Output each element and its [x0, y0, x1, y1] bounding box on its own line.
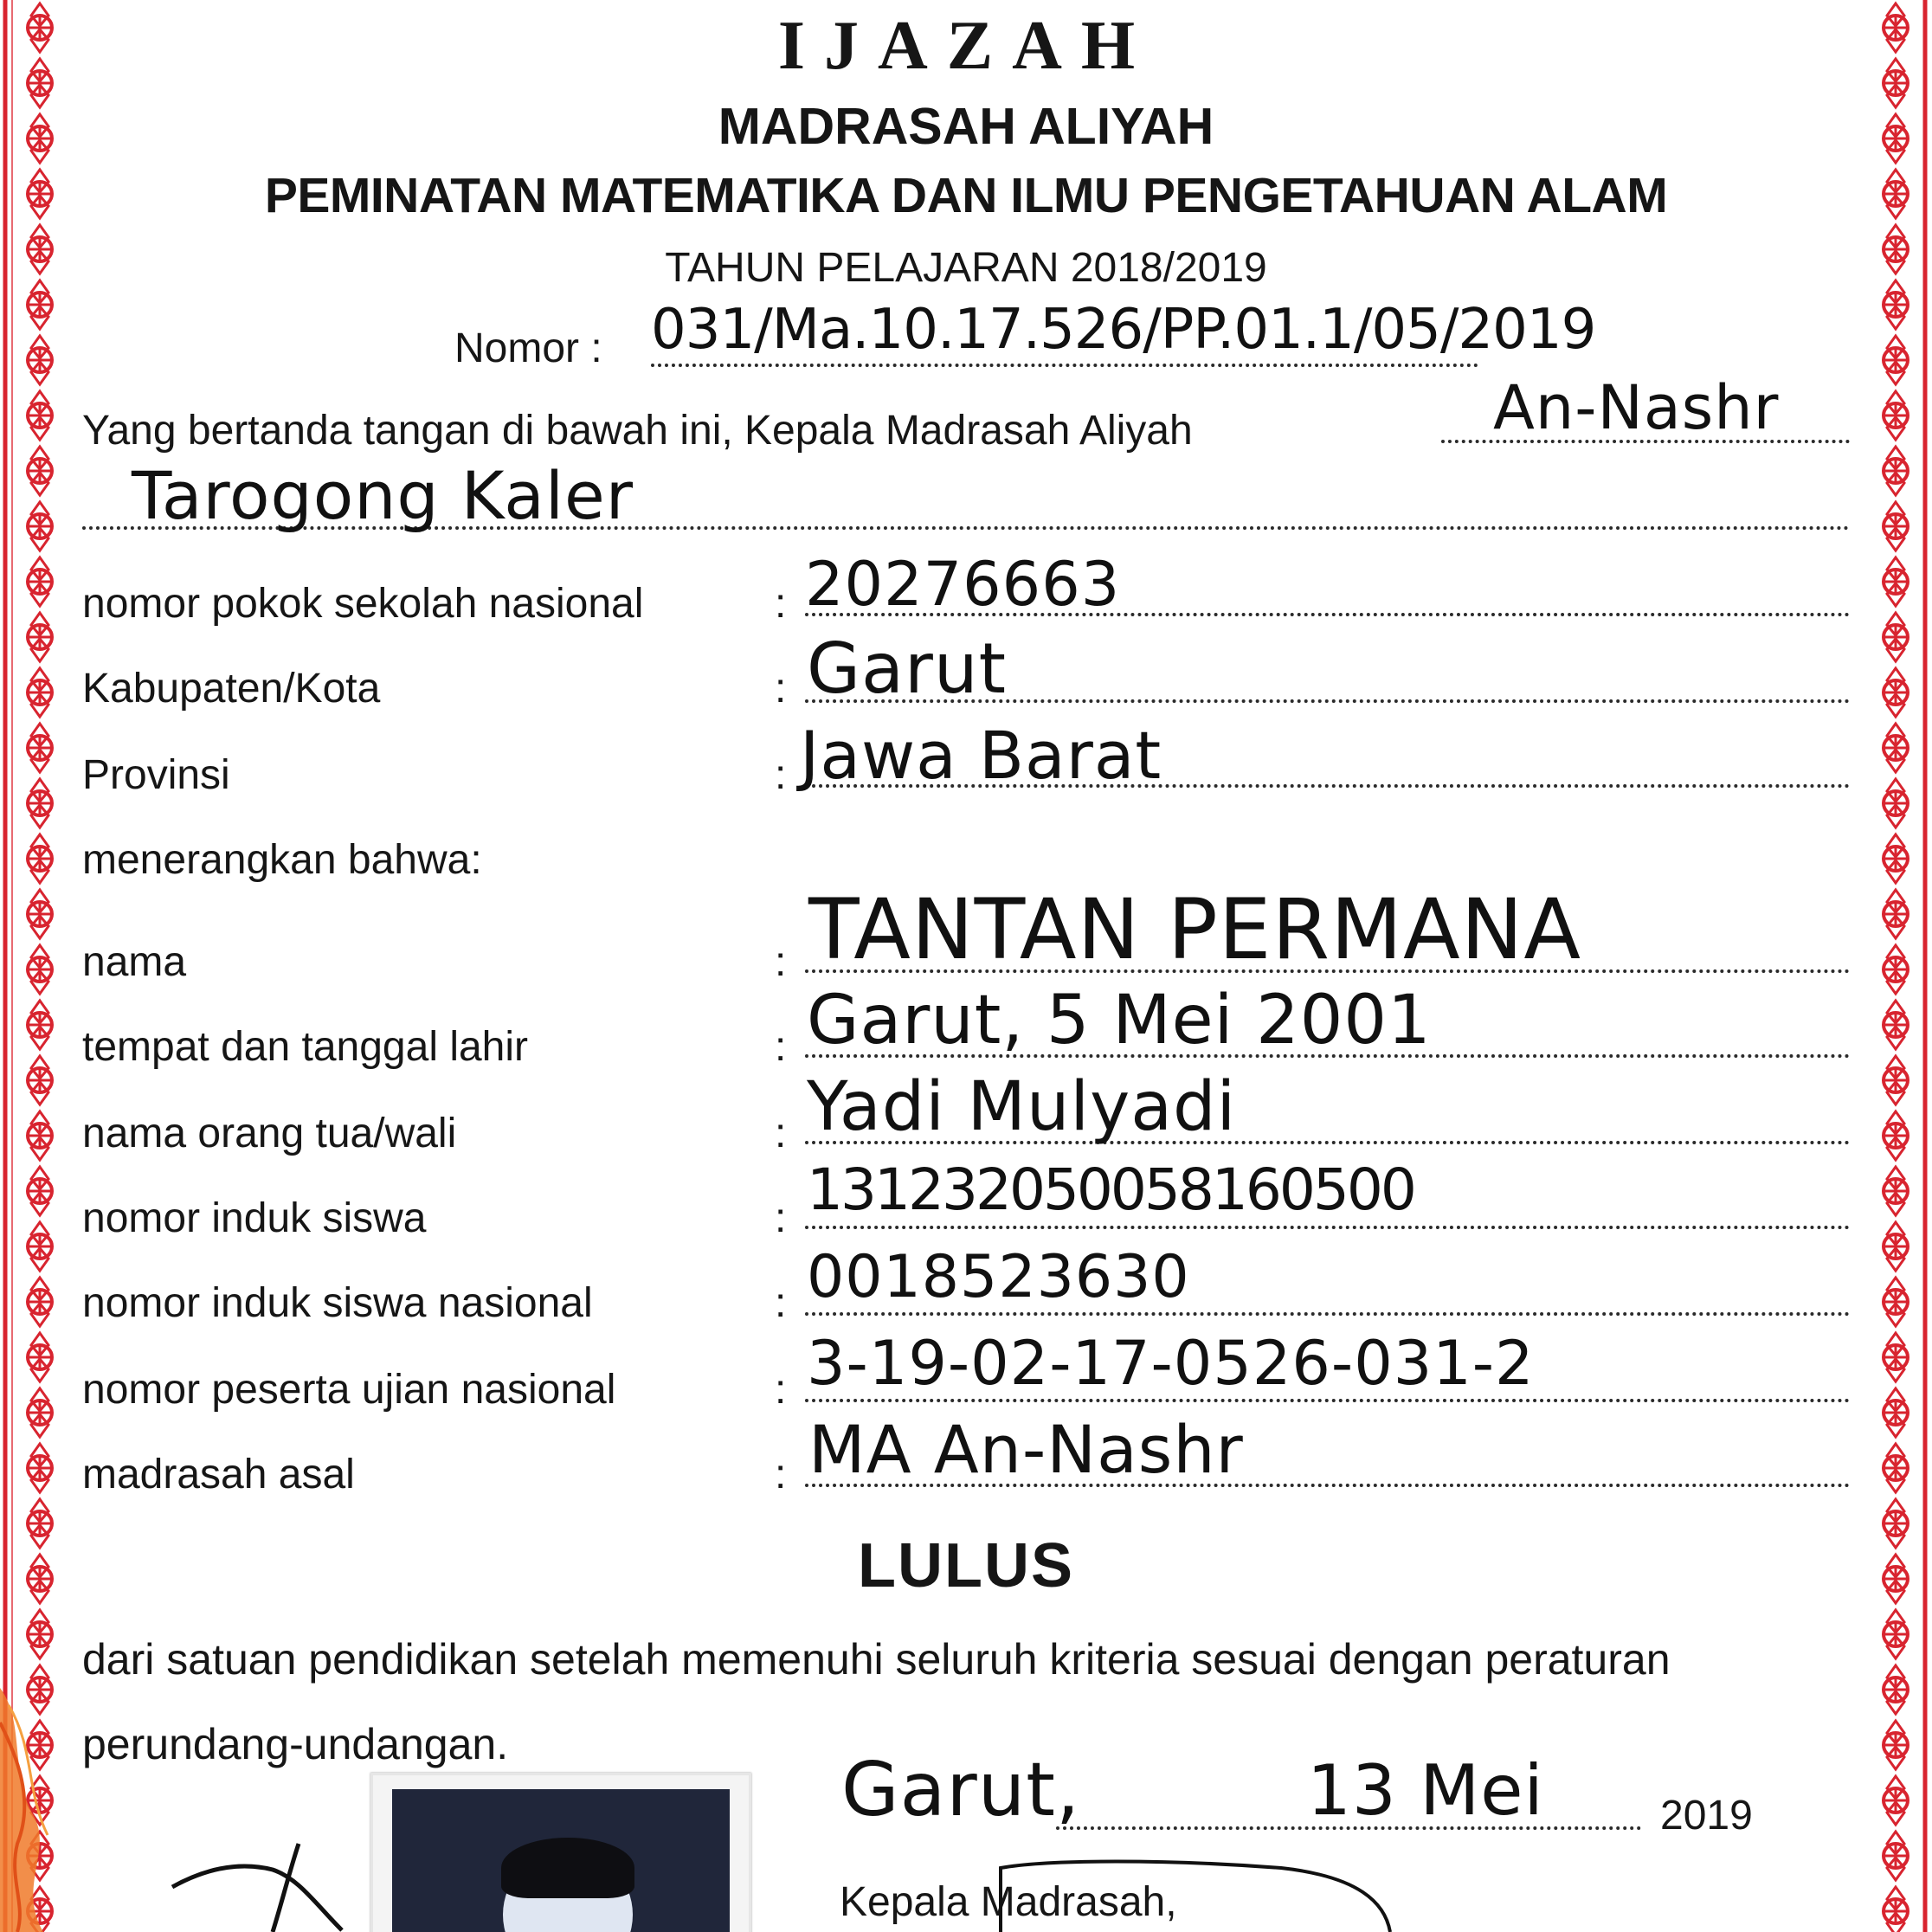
closing-line-2: perundang-undangan.	[82, 1720, 509, 1768]
nisn-value: 0018523630	[807, 1243, 1190, 1311]
dotted-line	[805, 1399, 1850, 1402]
origin-school-value: MA An-Nashr	[808, 1411, 1244, 1488]
province-label: Provinsi	[82, 752, 230, 798]
birth-value: Garut, 5 Mei 2001	[807, 982, 1432, 1059]
regency-label: Kabupaten/Kota	[82, 666, 381, 712]
province-value: Jawa Barat	[800, 717, 1162, 794]
document-title: IJAZAH	[777, 8, 1155, 84]
specialization-title: PEMINATAN MATEMATIKA DAN ILMU PENGETAHUAN ALAM	[264, 168, 1668, 223]
colon: :	[775, 1367, 787, 1413]
npsn-label: nomor pokok sekolah nasional	[82, 581, 644, 627]
stamp-outline	[995, 1859, 1394, 1932]
school-year: TAHUN PELAJARAN 2018/2019	[665, 245, 1267, 291]
institution-type: MADRASAH ALIYAH	[718, 98, 1214, 155]
colon: :	[775, 666, 787, 712]
nisn-label: nomor induk siswa nasional	[82, 1280, 593, 1326]
colon: :	[775, 1452, 787, 1497]
graduation-status: LULUS	[858, 1531, 1074, 1600]
exam-number-value: 3-19-02-17-0526-031-2	[807, 1328, 1535, 1399]
colon: :	[775, 939, 787, 985]
principal-title: Kepala Madrasah,	[840, 1879, 1177, 1925]
colon: :	[775, 1195, 787, 1241]
colon: :	[775, 1024, 787, 1070]
signature-stroke	[169, 1835, 377, 1932]
student-id-value: 131232050058160500	[807, 1156, 1414, 1223]
student-photo	[370, 1773, 751, 1932]
signing-date: 13 Mei	[1307, 1750, 1544, 1831]
birth-label: tempat dan tanggal lahir	[82, 1024, 529, 1070]
colon: :	[775, 1280, 787, 1326]
npsn-value: 20276663	[805, 549, 1121, 620]
origin-school-label: madrasah asal	[82, 1452, 355, 1497]
ribbon-tassel-icon	[0, 1671, 69, 1932]
number-dotted-line	[651, 364, 1478, 367]
parent-value: Yadi Mulyadi	[807, 1068, 1237, 1146]
closing-line-1: dari satuan pendidikan setelah memenuhi seluruh kriteria sesuai dengan peraturan	[82, 1635, 1671, 1684]
signing-place: Garut,	[841, 1747, 1081, 1833]
student-id-label: nomor induk siswa	[82, 1195, 427, 1241]
signing-year: 2019	[1660, 1793, 1753, 1839]
intro-text: Yang bertanda tangan di bawah ini, Kepala Madrasah Aliyah	[82, 408, 1193, 454]
statement-text: menerangkan bahwa:	[82, 837, 482, 883]
dotted-line	[805, 1226, 1850, 1229]
student-name-label: nama	[82, 939, 187, 985]
parent-label: nama orang tua/wali	[82, 1111, 457, 1156]
colon: :	[775, 581, 787, 627]
certificate-number: 031/Ma.10.17.526/PP.01.1/05/2019	[651, 298, 1596, 362]
school-location-handwritten: Tarogong Kaler	[132, 457, 634, 534]
colon: :	[775, 752, 787, 798]
exam-number-label: nomor peserta ujian nasional	[82, 1367, 616, 1413]
number-label: Nomor :	[454, 325, 602, 371]
student-name-value: TANTAN PERMANA	[808, 881, 1582, 978]
dotted-line	[805, 1312, 1850, 1316]
school-name-handwritten: An-Nashr	[1493, 372, 1780, 443]
colon: :	[775, 1111, 787, 1156]
regency-value: Garut	[807, 628, 1007, 709]
